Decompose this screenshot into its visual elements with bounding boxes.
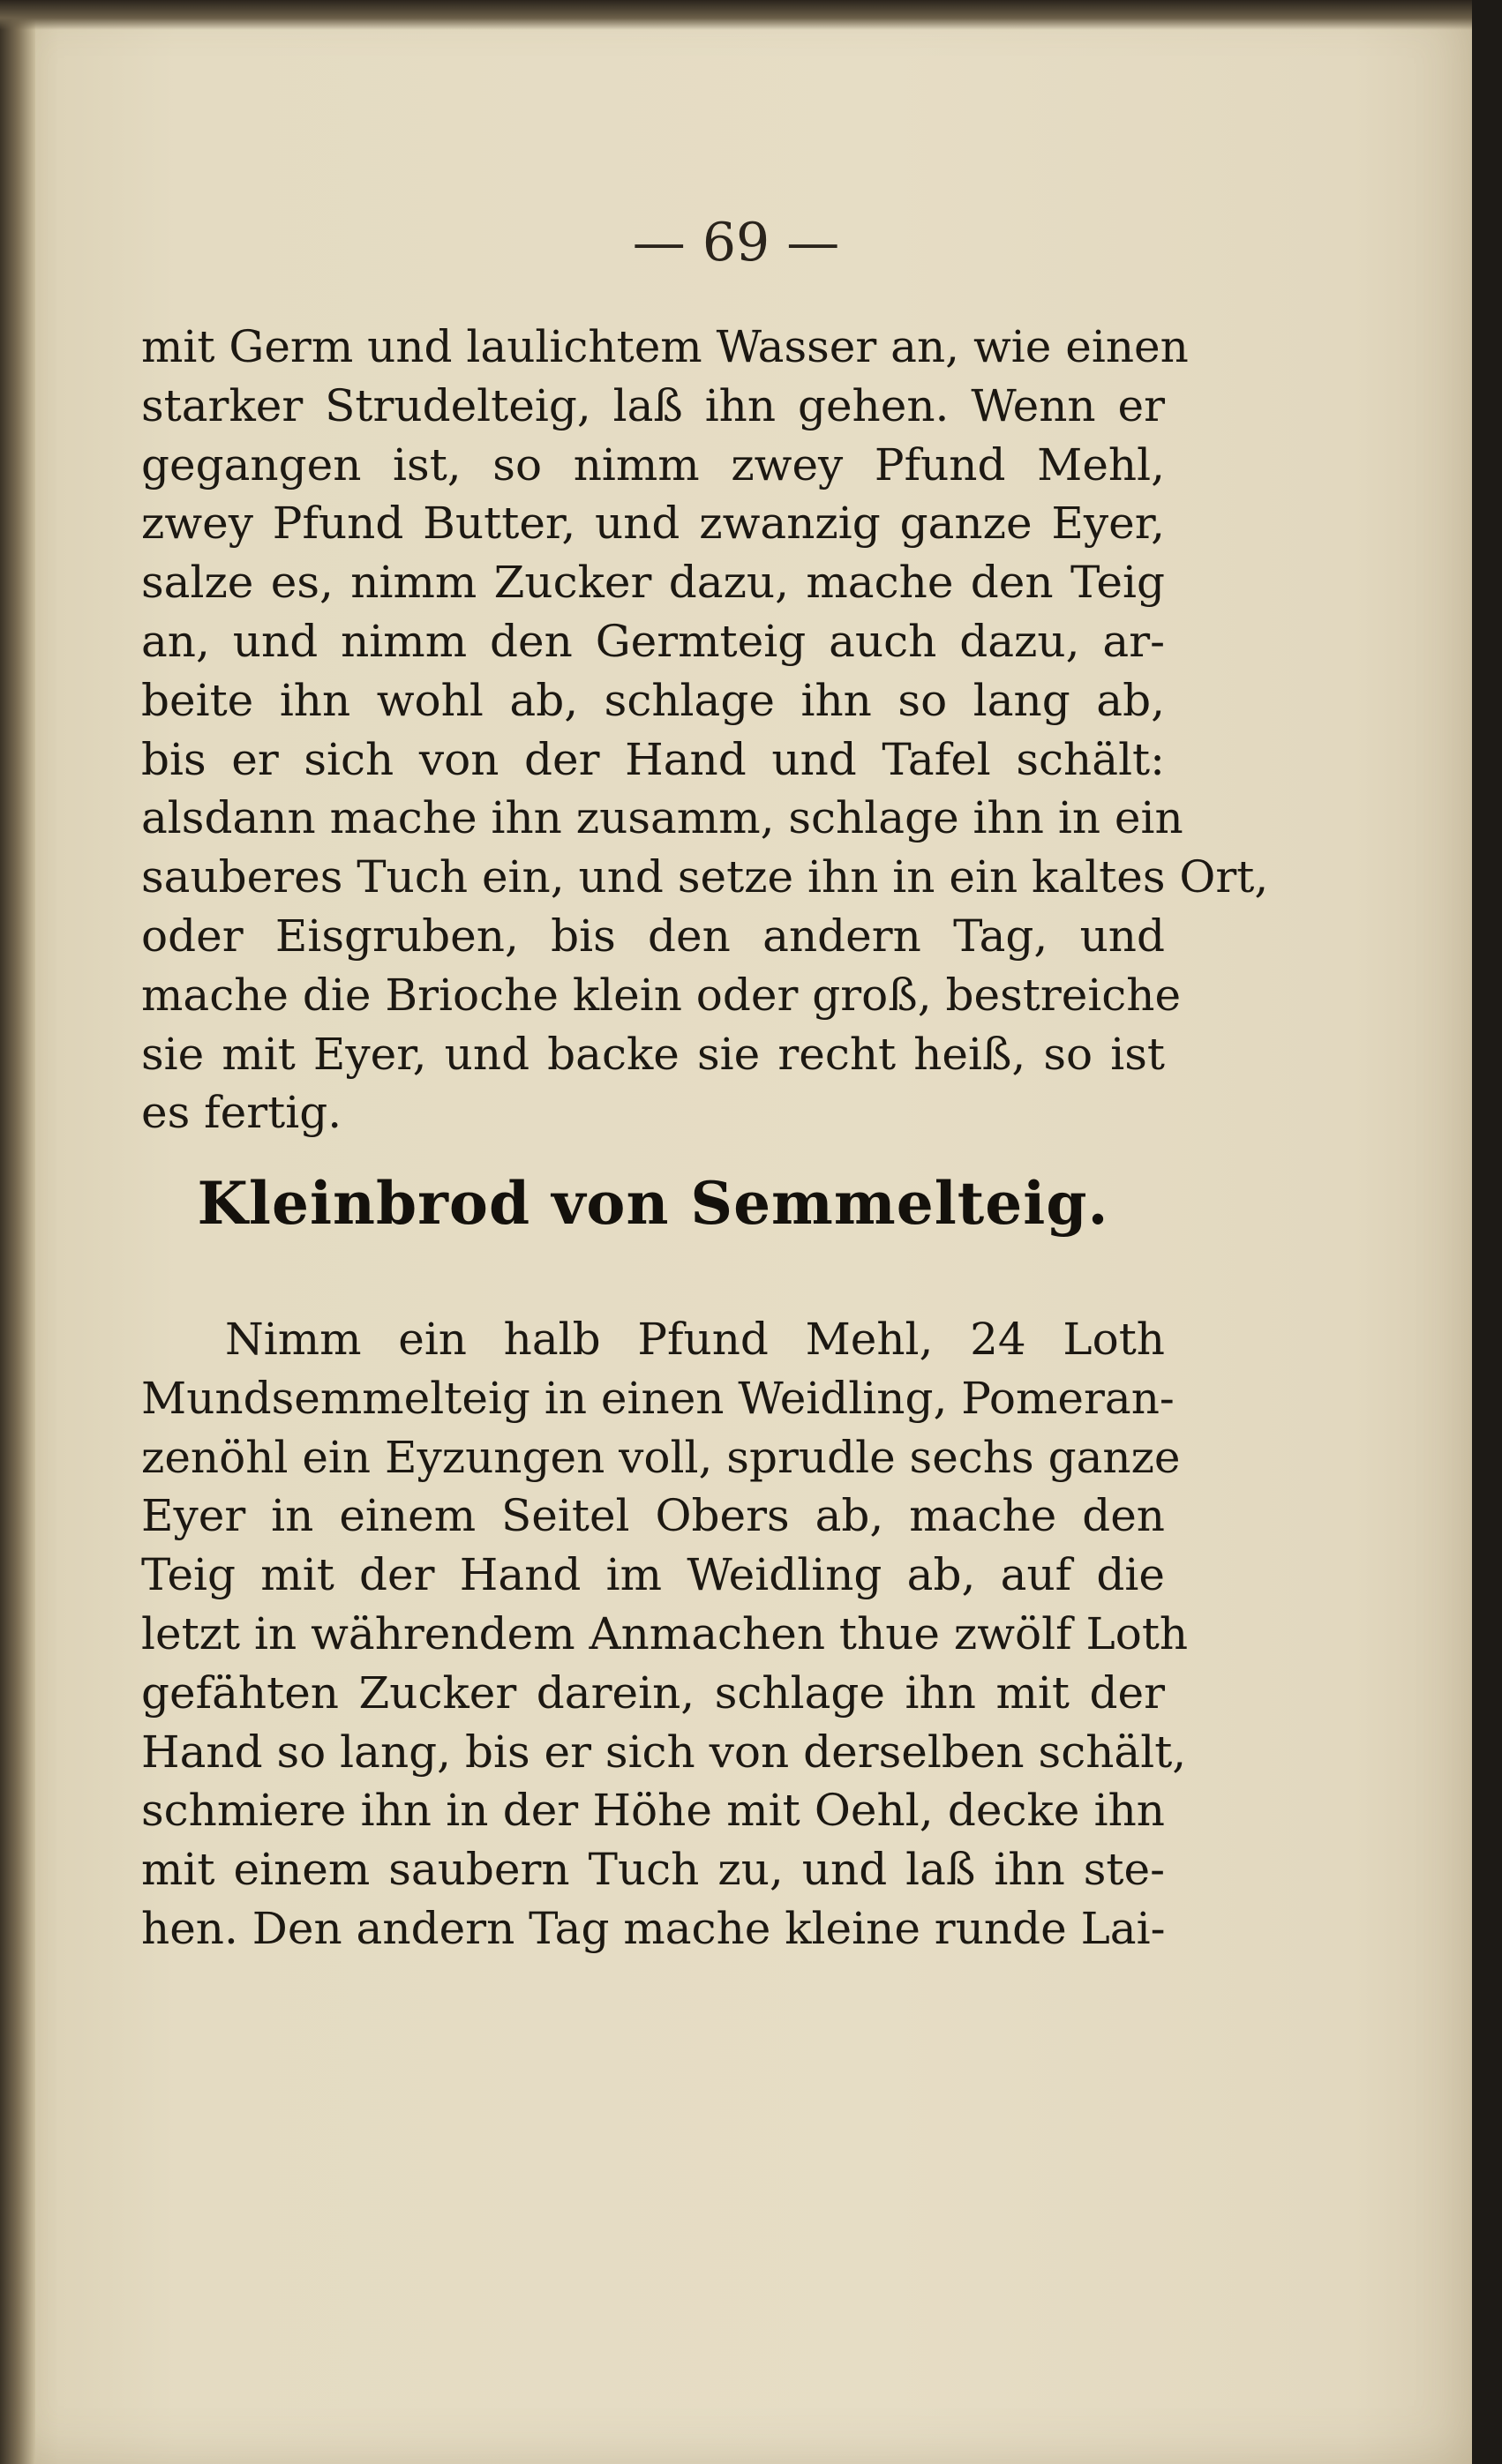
text-line: beite ihn wohl ab, schlage ihn so lang ab, [141,674,1165,726]
scan-right-edge [1472,0,1502,2464]
text-line: zenöhl ein Eyzungen voll, sprudle sechs ganze [141,1431,1181,1483]
text-line: salze es, nimm Zucker dazu, mache den Teig [141,557,1165,609]
text-line: gegangen ist, so nimm zwey Pfund Mehl, [141,438,1165,491]
text-line: mit einem saubern Tuch zu, und laß ihn ste- [141,1844,1165,1896]
text-line: sie mit Eyer, und backe sie recht heiß, so ist [141,1028,1165,1080]
text-line: an, und nimm den Germteig auch dazu, ar- [141,615,1165,667]
text-line: schmiere ihn in der Höhe mit Oehl, decke ihn [141,1785,1165,1837]
paragraph-brioche [141,318,1269,1142]
page-number: — 69 — [632,212,840,273]
text-line: mit Germ und laulichtem Wasser an, wie einen [141,321,1189,372]
text-line: Mundsemmelteig in einen Weidling, Pomeran- [141,1372,1175,1424]
text-line: mache die Brioche klein oder groß, bestreiche [141,969,1182,1021]
text-line: starker Strudelteig, laß ihn gehen. Wenn er [141,379,1165,431]
section-heading: Kleinbrod von Semmelteig. [197,1169,1109,1238]
text-line: gefähten Zucker darein, schlage ihn mit der [141,1666,1165,1719]
text-line: Eyer in einem Seitel Obers ab, mache den [141,1490,1165,1542]
paragraph-kleinbrod [141,1310,1189,1958]
text-line: letzt in währendem Anmachen thue zwölf Loth [141,1607,1189,1659]
text-line: alsdann mache ihn zusamm, schlage ihn in ein [141,792,1183,844]
text-line: sauberes Tuch ein, und setze ihn in ein kaltes Ort, [141,851,1269,903]
text-line: zwey Pfund Butter, und zwanzig ganze Eyer, [141,498,1165,550]
text-line: Hand so lang, bis er sich von derselben schält, [141,1726,1187,1778]
text-line: bis er sich von der Hand und Tafel schält: [141,733,1165,785]
text-line: es fertig. [141,1087,342,1139]
scan-top-edge [0,0,1502,30]
book-gutter [0,0,35,2464]
text-line: hen. Den andern Tag mache kleine runde Lai- [141,1902,1166,1954]
text-line: Nimm ein halb Pfund Mehl, 24 Loth [225,1314,1165,1365]
text-line: oder Eisgruben, bis den andern Tag, und [141,910,1165,962]
text-line: Teig mit der Hand im Weidling ab, auf die [141,1549,1165,1601]
